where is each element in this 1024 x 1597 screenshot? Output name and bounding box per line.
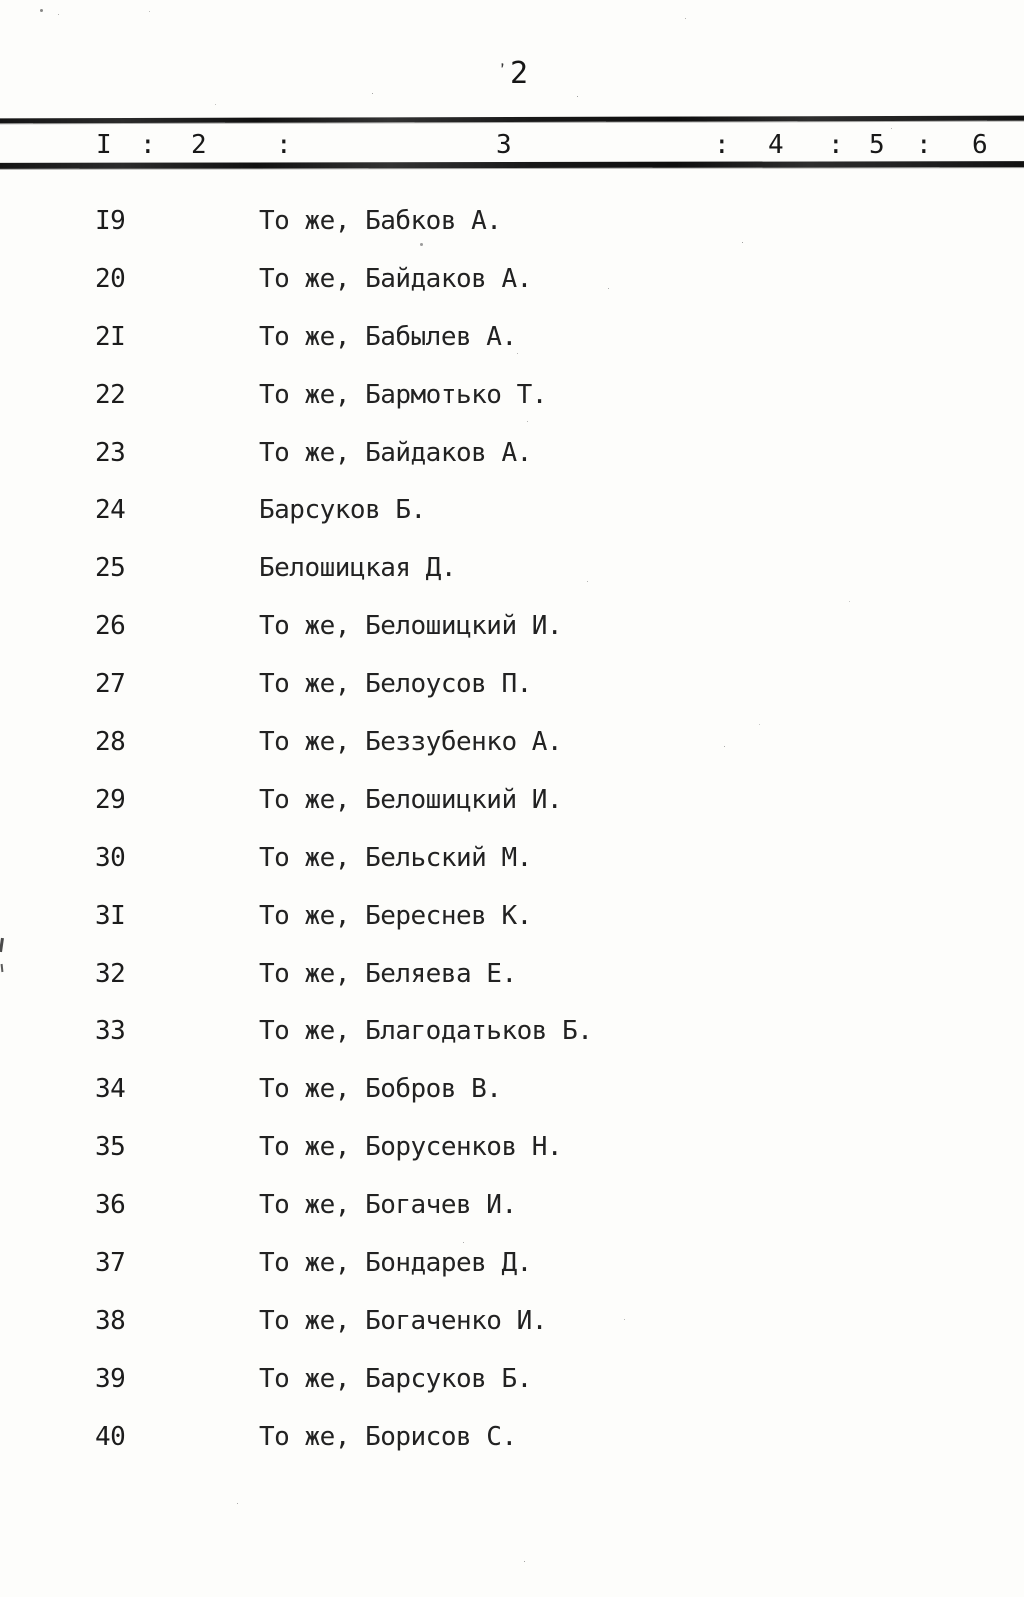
row-entry: То же, Барсуков Б. — [259, 1363, 532, 1394]
table-header-rule — [0, 161, 1024, 169]
row-number: 23 — [95, 437, 126, 468]
row-number: 39 — [95, 1363, 126, 1394]
table-row — [0, 656, 1024, 714]
row-number: 35 — [95, 1132, 126, 1163]
row-entry: То же, Бабков А. — [259, 206, 502, 236]
row-number: 3I — [95, 900, 126, 931]
row-entry: То же, Белошицкий И. — [259, 784, 563, 815]
table-row — [0, 946, 1024, 1004]
row-entry: То же, Белоусов П. — [259, 669, 532, 700]
row-number: I9 — [95, 206, 126, 236]
table-top-rule — [0, 116, 1024, 124]
table-row — [0, 425, 1024, 483]
row-number: 27 — [95, 669, 126, 700]
row-number: 25 — [95, 553, 126, 584]
table-header-row — [0, 129, 1024, 161]
header-col-4: 4 — [768, 130, 784, 160]
row-number: 30 — [95, 842, 126, 873]
header-col-5: 5 — [869, 130, 885, 160]
table-row — [0, 1235, 1024, 1293]
row-entry: То же, Береснев К. — [259, 900, 532, 931]
row-entry: То же, Борусенков Н. — [259, 1132, 563, 1163]
row-entry: То же, Богаченко И. — [259, 1305, 547, 1336]
table-row — [0, 1409, 1024, 1467]
scan-tick-mark: ’ — [497, 61, 510, 79]
row-entry: То же, Байдаков А. — [259, 263, 532, 294]
row-number: 2I — [95, 321, 126, 352]
table-row — [0, 714, 1024, 772]
row-entry: То же, Богачев И. — [259, 1190, 517, 1221]
table-row — [0, 1293, 1024, 1351]
header-separator: : — [276, 130, 292, 160]
row-number: 20 — [95, 263, 126, 294]
row-entry: То же, Байдаков А. — [259, 437, 532, 468]
header-col-1: I — [96, 130, 112, 160]
row-number: 33 — [95, 1016, 126, 1047]
row-entry: То же, Бармотько Т. — [259, 379, 547, 410]
table-row — [0, 367, 1024, 425]
header-col-3: 3 — [496, 130, 512, 160]
header-separator: : — [828, 130, 844, 160]
row-entry: То же, Благодатьков Б. — [259, 1016, 593, 1047]
row-entry: То же, Бобров В. — [259, 1074, 502, 1105]
row-entry: То же, Беззубенко А. — [259, 727, 563, 758]
header-col-6: 6 — [972, 130, 988, 160]
row-number: 22 — [95, 379, 126, 410]
table-row — [0, 193, 1024, 251]
row-number: 40 — [95, 1421, 126, 1452]
page-number: 2 — [510, 56, 528, 91]
table-row — [0, 888, 1024, 946]
table-row — [0, 540, 1024, 598]
row-number: 24 — [95, 495, 126, 526]
row-number: 29 — [95, 784, 126, 815]
row-entry: То же, Белошицкий И. — [259, 611, 563, 642]
table-body — [0, 193, 1024, 1467]
row-number: 38 — [95, 1305, 126, 1336]
table-row — [0, 598, 1024, 656]
table-row — [0, 830, 1024, 888]
table-row — [0, 309, 1024, 367]
row-entry: То же, Борисов С. — [259, 1421, 517, 1452]
table-row — [0, 1061, 1024, 1119]
table-row — [0, 1351, 1024, 1409]
header-col-2: 2 — [191, 130, 207, 160]
row-entry: Белошицкая Д. — [259, 553, 456, 584]
table-row — [0, 482, 1024, 540]
row-number: 34 — [95, 1074, 126, 1105]
row-number: 32 — [95, 958, 126, 989]
table-row — [0, 1003, 1024, 1061]
table-row — [0, 1119, 1024, 1177]
header-separator: : — [916, 130, 932, 160]
table-row — [0, 251, 1024, 309]
row-number: 36 — [95, 1190, 126, 1221]
row-number: 28 — [95, 727, 126, 758]
row-entry: То же, Бельский М. — [259, 842, 532, 873]
row-entry: То же, Беляева Е. — [259, 958, 517, 989]
header-separator: : — [140, 130, 156, 160]
row-number: 37 — [95, 1248, 126, 1279]
row-entry: То же, Бабылев А. — [259, 321, 517, 352]
table-row — [0, 1177, 1024, 1235]
scan-noise-specks — [0, 0, 3, 3]
row-entry: Барсуков Б. — [259, 495, 426, 526]
row-number: 26 — [95, 611, 126, 642]
row-entry: То же, Бондарев Д. — [259, 1248, 532, 1279]
header-separator: : — [714, 130, 730, 160]
table-row — [0, 772, 1024, 830]
